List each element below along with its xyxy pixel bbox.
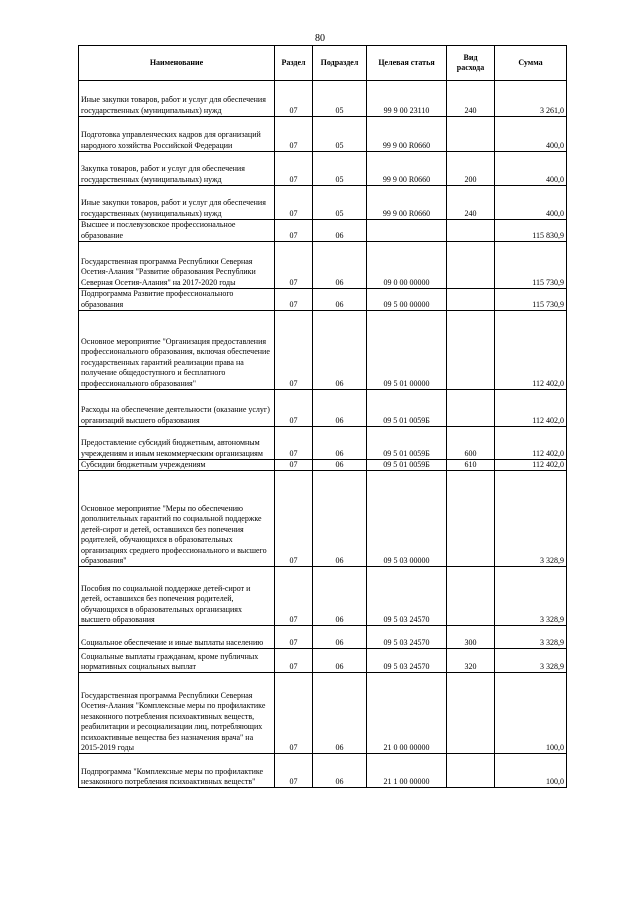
row-type: 240 bbox=[447, 81, 495, 117]
row-amount: 100,0 bbox=[495, 754, 567, 788]
row-section: 07 bbox=[275, 460, 313, 471]
row-article: 09 5 01 00000 bbox=[367, 311, 447, 390]
row-name: Основное мероприятие "Меры по обеспечению дополнительных гарантий по социальной поддержке детей-сирот и детей, оставшихся без попечения родителей, обучающихся в образовательных организациях среднего профессионального и высшего образования" bbox=[79, 471, 275, 567]
row-type: 600 bbox=[447, 427, 495, 460]
header-section: Раздел bbox=[275, 46, 313, 81]
table-row bbox=[79, 152, 567, 186]
row-article: 99 9 00 R0660 bbox=[367, 152, 447, 186]
table-row bbox=[79, 626, 567, 649]
row-name: Иные закупки товаров, работ и услуг для обеспечения государственных (муниципальных) нужд bbox=[79, 81, 275, 117]
row-subsection: 06 bbox=[313, 567, 367, 626]
row-type bbox=[447, 390, 495, 427]
row-article: 09 0 00 00000 bbox=[367, 242, 447, 289]
row-amount: 400,0 bbox=[495, 117, 567, 152]
row-name: Высшее и послевузовское профессиональное образование bbox=[79, 220, 275, 242]
row-amount: 115 830,9 bbox=[495, 220, 567, 242]
row-amount: 112 402,0 bbox=[495, 311, 567, 390]
row-subsection: 06 bbox=[313, 311, 367, 390]
row-type bbox=[447, 673, 495, 754]
row-article: 99 9 00 23110 bbox=[367, 81, 447, 117]
row-amount: 3 328,9 bbox=[495, 471, 567, 567]
row-section: 07 bbox=[275, 567, 313, 626]
header-subsection: Подраздел bbox=[313, 46, 367, 81]
row-subsection: 06 bbox=[313, 427, 367, 460]
table-row bbox=[79, 673, 567, 754]
header-name: Наименование bbox=[79, 46, 275, 81]
row-section: 07 bbox=[275, 427, 313, 460]
row-name: Социальное обеспечение и иные выплаты населению bbox=[79, 626, 275, 649]
table-row bbox=[79, 460, 567, 471]
row-section: 07 bbox=[275, 754, 313, 788]
row-amount: 3 261,0 bbox=[495, 81, 567, 117]
row-article: 09 5 01 0059Б bbox=[367, 427, 447, 460]
row-section: 07 bbox=[275, 81, 313, 117]
row-section: 07 bbox=[275, 186, 313, 220]
row-type bbox=[447, 311, 495, 390]
row-subsection: 06 bbox=[313, 673, 367, 754]
row-article: 09 5 03 24570 bbox=[367, 626, 447, 649]
row-section: 07 bbox=[275, 220, 313, 242]
table-row bbox=[79, 390, 567, 427]
row-subsection: 05 bbox=[313, 117, 367, 152]
header-expense-type: Вид расхода bbox=[447, 46, 495, 81]
row-type bbox=[447, 289, 495, 311]
row-amount: 112 402,0 bbox=[495, 427, 567, 460]
row-name: Социальные выплаты гражданам, кроме публичных нормативных социальных выплат bbox=[79, 649, 275, 673]
row-amount: 112 402,0 bbox=[495, 460, 567, 471]
row-type: 300 bbox=[447, 626, 495, 649]
table-row bbox=[79, 220, 567, 242]
row-subsection: 06 bbox=[313, 649, 367, 673]
row-article: 09 5 01 0059Б bbox=[367, 460, 447, 471]
row-section: 07 bbox=[275, 117, 313, 152]
row-subsection: 06 bbox=[313, 390, 367, 427]
header-amount: Сумма bbox=[495, 46, 567, 81]
table-row bbox=[79, 117, 567, 152]
row-subsection: 05 bbox=[313, 186, 367, 220]
row-article: 21 1 00 00000 bbox=[367, 754, 447, 788]
page-number: 80 bbox=[315, 33, 325, 44]
row-article: 09 5 01 0059Б bbox=[367, 390, 447, 427]
row-type: 240 bbox=[447, 186, 495, 220]
table-row bbox=[79, 289, 567, 311]
row-article: 99 9 00 R0660 bbox=[367, 117, 447, 152]
row-subsection: 06 bbox=[313, 471, 367, 567]
row-subsection: 05 bbox=[313, 152, 367, 186]
row-article: 09 5 03 00000 bbox=[367, 471, 447, 567]
row-section: 07 bbox=[275, 289, 313, 311]
row-section: 07 bbox=[275, 390, 313, 427]
row-amount: 3 328,9 bbox=[495, 626, 567, 649]
row-article: 09 5 03 24570 bbox=[367, 649, 447, 673]
row-name: Расходы на обеспечение деятельности (оказание услуг) организаций высшего образования bbox=[79, 390, 275, 427]
row-article: 09 5 03 24570 bbox=[367, 567, 447, 626]
row-name: Подготовка управленческих кадров для организаций народного хозяйства Российской Федерации bbox=[79, 117, 275, 152]
table-row bbox=[79, 427, 567, 460]
table-header-row bbox=[79, 46, 567, 81]
row-article: 09 5 00 00000 bbox=[367, 289, 447, 311]
row-name: Подпрограмма Развитие профессионального образования bbox=[79, 289, 275, 311]
row-section: 07 bbox=[275, 152, 313, 186]
row-type bbox=[447, 471, 495, 567]
table-row bbox=[79, 186, 567, 220]
row-type bbox=[447, 117, 495, 152]
row-type bbox=[447, 220, 495, 242]
row-name: Пособия по социальной поддержке детей-сирот и детей, оставшихся без попечения родителей, обучающихся в образовательных организациях высшего образования bbox=[79, 567, 275, 626]
row-section: 07 bbox=[275, 471, 313, 567]
row-name: Государственная программа Республики Северная Осетия-Алания "Комплексные меры по профилактике незаконного потребления психоактивных веществ, реабилитации и ресоциализации лиц, потребляющих психоактивные вещества без назначения врача" на 2015-2019 годы bbox=[79, 673, 275, 754]
table-row bbox=[79, 81, 567, 117]
row-article: 21 0 00 00000 bbox=[367, 673, 447, 754]
row-subsection: 06 bbox=[313, 242, 367, 289]
row-name: Основное мероприятие "Организация предоставления профессионального образования, включая обеспечение государственных гарантий реализации права на получение общедоступного и бесплатного профессионального образования" bbox=[79, 311, 275, 390]
row-name: Субсидии бюджетным учреждениям bbox=[79, 460, 275, 471]
row-amount: 115 730,9 bbox=[495, 289, 567, 311]
table-row bbox=[79, 242, 567, 289]
row-subsection: 06 bbox=[313, 460, 367, 471]
row-section: 07 bbox=[275, 649, 313, 673]
row-name: Иные закупки товаров, работ и услуг для обеспечения государственных (муниципальных) нужд bbox=[79, 186, 275, 220]
table-row bbox=[79, 471, 567, 567]
table-row bbox=[79, 567, 567, 626]
row-section: 07 bbox=[275, 311, 313, 390]
row-type bbox=[447, 242, 495, 289]
row-subsection: 06 bbox=[313, 754, 367, 788]
row-section: 07 bbox=[275, 673, 313, 754]
table-row bbox=[79, 649, 567, 673]
row-section: 07 bbox=[275, 626, 313, 649]
row-subsection: 05 bbox=[313, 81, 367, 117]
row-name: Государственная программа Республики Северная Осетия-Алания "Развитие образования Республики Северная Осетия-Алания" на 2017-2020 годы bbox=[79, 242, 275, 289]
row-type bbox=[447, 754, 495, 788]
row-amount: 115 730,9 bbox=[495, 242, 567, 289]
table-row bbox=[79, 754, 567, 788]
header-target-article: Целевая статья bbox=[367, 46, 447, 81]
row-amount: 3 328,9 bbox=[495, 567, 567, 626]
row-amount: 112 402,0 bbox=[495, 390, 567, 427]
row-type: 320 bbox=[447, 649, 495, 673]
row-amount: 400,0 bbox=[495, 152, 567, 186]
row-section: 07 bbox=[275, 242, 313, 289]
row-amount: 400,0 bbox=[495, 186, 567, 220]
row-subsection: 06 bbox=[313, 289, 367, 311]
row-name: Закупка товаров, работ и услуг для обеспечения государственных (муниципальных) нужд bbox=[79, 152, 275, 186]
row-amount: 3 328,9 bbox=[495, 649, 567, 673]
row-subsection: 06 bbox=[313, 626, 367, 649]
row-name: Подпрограмма "Комплексные меры по профилактике незаконного потребления психоактивных веществ" bbox=[79, 754, 275, 788]
row-article bbox=[367, 220, 447, 242]
row-name: Предоставление субсидий бюджетным, автономным учреждениям и иным некоммерческим организациям bbox=[79, 427, 275, 460]
row-type: 200 bbox=[447, 152, 495, 186]
row-article: 99 9 00 R0660 bbox=[367, 186, 447, 220]
row-amount: 100,0 bbox=[495, 673, 567, 754]
row-type: 610 bbox=[447, 460, 495, 471]
table-row bbox=[79, 311, 567, 390]
row-type bbox=[447, 567, 495, 626]
budget-table bbox=[78, 45, 567, 788]
row-subsection: 06 bbox=[313, 220, 367, 242]
